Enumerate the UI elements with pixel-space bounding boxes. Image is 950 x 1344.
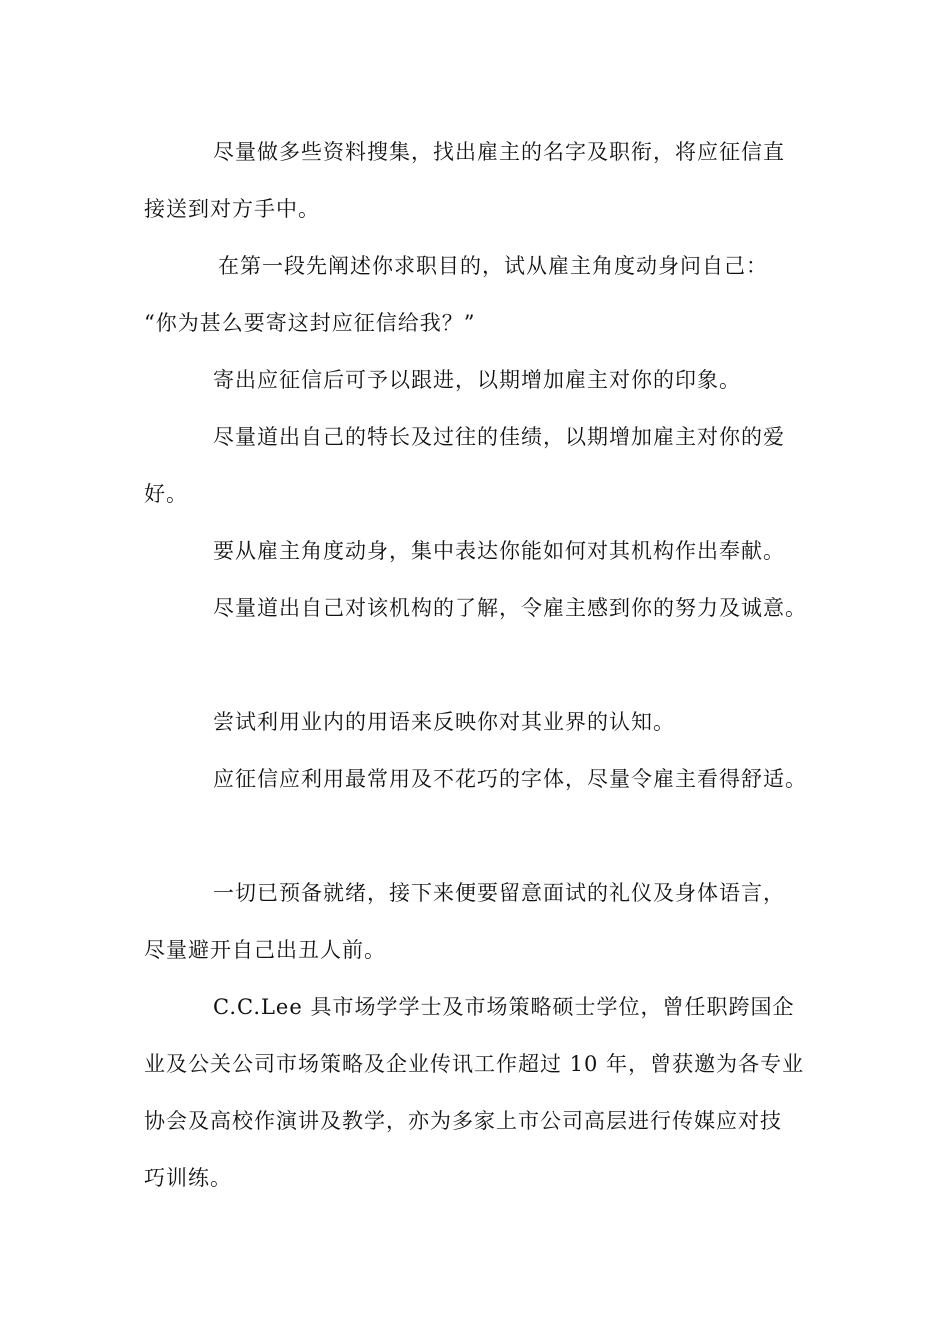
paragraph-8-line-1: 应征信应利用最常用及不花巧的字体，尽量令雇主看得舒适。 xyxy=(213,767,807,791)
paragraph-10-line-3: 协会及高校作演讲及教学，亦为多家上市公司高层进行传媒应对技 xyxy=(144,1109,782,1133)
paragraph-9-line-2: 尽量避开自己出丑人前。 xyxy=(144,938,386,962)
paragraph-9-line-1: 一切已预备就绪，接下来便要留意面试的礼仪及身体语言， xyxy=(213,881,785,905)
paragraph-6-line-1: 尽量道出自己对该机构的了解，令雇主感到你的努力及诚意。 xyxy=(213,596,807,620)
paragraph-7-line-1: 尝试利用业内的用语来反映你对其业界的认知。 xyxy=(213,710,675,734)
paragraph-10-line-2: 业及公关公司市场策略及企业传讯工作超过 10 年，曾获邀为各专业 xyxy=(144,1052,805,1076)
paragraph-10-line-1: C.C.Lee 具市场学学士及市场策略硕士学位，曾任职跨国企 xyxy=(213,995,795,1019)
paragraph-1-line-1: 尽量做多些资料搜集，找出雇主的名字及职衔，将应征信直 xyxy=(213,140,785,164)
paragraph-4-line-2: 好。 xyxy=(144,482,188,506)
paragraph-10-line-4: 巧训练。 xyxy=(144,1166,232,1190)
paragraph-4-line-1: 尽量道出自己的特长及过往的佳绩，以期增加雇主对你的爱 xyxy=(213,425,785,449)
paragraph-5-line-1: 要从雇主角度动身，集中表达你能如何对其机构作出奉献。 xyxy=(213,539,785,563)
paragraph-3-line-1: 寄出应征信后可予以跟进，以期增加雇主对你的印象。 xyxy=(213,368,741,392)
paragraph-1-line-2: 接送到对方手中。 xyxy=(144,197,320,221)
paragraph-2-line-2: “你为甚么要寄这封应征信给我？” xyxy=(144,311,476,335)
paragraph-2-line-1: 在第一段先阐述你求职目的，试从雇主角度动身问自己： xyxy=(218,254,768,278)
